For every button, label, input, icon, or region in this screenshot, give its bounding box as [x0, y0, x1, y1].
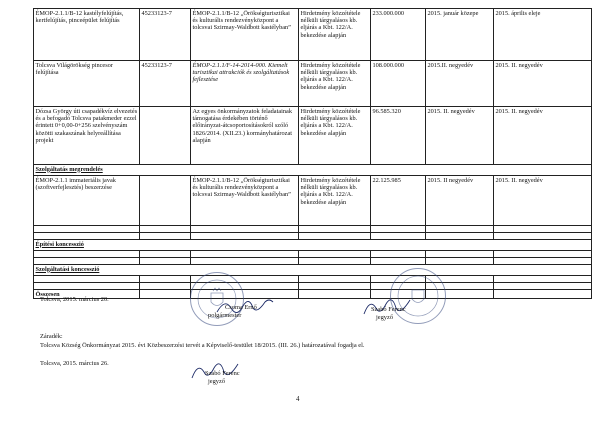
- cell-end: 2015. április eleje: [494, 9, 592, 61]
- cell-cpv: [140, 176, 191, 226]
- cell-procedure: Hirdetmény közzététele nélküli tárgyalásos kb. eljárás a Kbt. 122/A. bekezdése alapján: [299, 9, 371, 61]
- total-row: [34, 290, 592, 299]
- empty-row: [34, 258, 592, 265]
- cell-end: 2015. II. negyedév: [494, 176, 592, 226]
- empty-row: [34, 226, 592, 233]
- signer-name: Szabó Ferenc: [205, 370, 240, 377]
- cell-procedure: Hirdetmény közzététele nélküli tárgyalásos kb. eljárás a Kbt. 122/A. bekezdése alapján: [299, 176, 371, 226]
- place-date: Tolcsva, 2015. március 26.: [40, 360, 109, 367]
- section-services-label: Szolgáltatás megrendelés: [35, 165, 103, 173]
- cell-name: ÉMOP-2.1.1 immateriális javak (szoftverfejlesztés) beszerzése: [34, 176, 140, 226]
- cell-cpv: 45233123-7: [140, 9, 191, 61]
- cell-name: Tolcsva Világörökség pincesor felújítása: [34, 61, 140, 107]
- cell-value: 108.000.000: [371, 61, 426, 107]
- cell-name: ÉMOP-2.1.1/B-12 kastélyfelújítás, kertfelújítás, pinceépület felújítás: [34, 9, 140, 61]
- clause-text: Tolcsva Község Önkormányzat 2015. évi Közbeszerzési tervét a Képviselő-testület 18/2015. (III. 26.) határozatával fogadja el.: [40, 342, 365, 349]
- cell-value: 233.000.000: [371, 9, 426, 61]
- empty-row: [34, 276, 592, 283]
- page-number: 4: [296, 395, 300, 403]
- cell-procedure: Hirdetmény közzététele nélküli tárgyalásos kb. eljárás a Kbt. 122/A. bekezdése alapján: [299, 61, 371, 107]
- empty-row: [34, 283, 592, 290]
- place-date: Tolcsva, 2015. március 20.: [40, 296, 109, 303]
- cell-source: ÉMOP-2.1.1/B-12 „Örökségturisztikai és kulturális rendezvényközpont a tolcsvai Szirmay-Waldbott kastélyban”: [191, 9, 299, 61]
- signer-title: jegyző: [208, 378, 226, 385]
- signer-title: polgármester: [208, 312, 242, 319]
- cell-start: 2015. II negyedév: [426, 176, 494, 226]
- section-construction-concession-label: Építési koncesszió: [35, 240, 84, 248]
- section-heading-row: [34, 165, 592, 176]
- total-label: Összesen: [34, 290, 140, 299]
- cell-value: 96.585.320: [371, 107, 426, 165]
- cell-start: 2015. január közepe: [426, 9, 494, 61]
- cell-start: 2015.II. negyedév: [426, 61, 494, 107]
- signer-title: jegyző: [376, 314, 394, 321]
- cell-name: Dózsa György úti csapadékvíz elvezetés és a befogadó Tolcsva patakmeder ezzel érintett 0+0,00-0+256 szelvényszám közötti szakaszának helyreállítása projekt: [34, 107, 140, 165]
- signer-name: Szabó Ferenc: [371, 306, 406, 313]
- clause-label: Záradék:: [40, 333, 63, 340]
- table-row: [34, 9, 592, 61]
- procurement-table: [33, 8, 592, 299]
- cell-end: 2015. II. negyedév: [494, 107, 592, 165]
- empty-row: [34, 251, 592, 258]
- section-service-concession-label: Szolgáltatási koncesszió: [35, 265, 100, 273]
- cell-cpv: [140, 107, 191, 165]
- signer-name: Csoma Ernő: [225, 304, 257, 311]
- cell-procedure: Hirdetmény közzététele nélküli tárgyalásos kb. eljárás a Kbt. 122/A. bekezdése alapján: [299, 107, 371, 165]
- empty-row: [34, 233, 592, 240]
- table-row: [34, 107, 592, 165]
- cell-source: ÉMOP-2.1.1/B-12 „Örökségturisztikai és kulturális rendezvényközpont a tolcsvai Szirmay-Waldbott kastélyban”: [191, 176, 299, 226]
- cell-source: ÉMOP-2.1.1/F-14-2014-000. Kiemelt turisztikai attrakciók és szolgáltatások fejlesztése: [191, 61, 299, 107]
- cell-start: 2015. II. negyedév: [426, 107, 494, 165]
- cell-cpv: 45233123-7: [140, 61, 191, 107]
- section-heading-row: [34, 240, 592, 251]
- cell-source: Az egyes önkormányzatok feladatainak támogatása érdekében történő előirányzat-átcsoportosításokról szóló 1826/2014. (XII.23.) kormányhatározat alapján: [191, 107, 299, 165]
- table-row: [34, 176, 592, 226]
- table-row: [34, 61, 592, 107]
- section-heading-row: [34, 265, 592, 276]
- cell-end: 2015. II. negyedév: [494, 61, 592, 107]
- cell-value: 22.125.985: [371, 176, 426, 226]
